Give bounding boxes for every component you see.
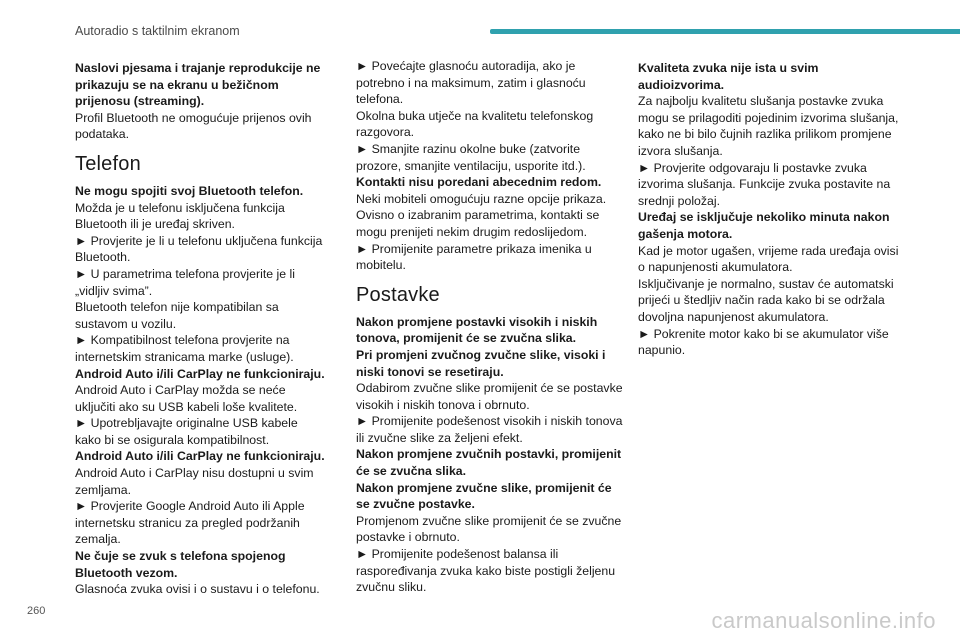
body-paragraph: Glasnoća zvuka ovisi i o sustavu i o telefonu. — [75, 582, 320, 597]
page-number: 260 — [27, 605, 46, 617]
body-paragraph: ► Promijenite parametre prikaza imenika u mobitelu. — [356, 241, 592, 273]
body-paragraph: Isključivanje je normalno, sustav će automatski prijeći u štedljiv način rada kako bi se održala dovoljna napunjenost akumulatora. — [638, 276, 894, 324]
issue-heading: Naslovi pjesama i trajanje reprodukcije ne prikazuju se na ekranu u bežičnom prijenosu (streaming). — [75, 61, 321, 109]
body-paragraph: Kad je motor ugašen, vrijeme rada uređaja ovisi o napunjenosti akumulatora. — [638, 243, 899, 275]
section-header-title: Autoradio s taktilnim ekranom — [75, 24, 240, 38]
body-paragraph: ► Promijenite podešenost visokih i niskih tonova ili zvučne slike za željeni efekt. — [356, 414, 623, 445]
text-column-2 — [356, 58, 624, 596]
body-paragraph: Za najbolju kvalitetu slušanja postavke zvuka mogu se prilagoditi pojedinim izvorima slušanja, kako ne bi bilo čujnih razlika prilikom promjene izvora slušanja. — [638, 94, 899, 158]
issue-heading: Pri promjeni zvučnog zvučne slike, visoki i niski tonovi se resetiraju. — [356, 347, 606, 379]
body-paragraph: Android Auto i CarPlay nisu dostupni u svim zemljama. — [75, 466, 314, 497]
body-paragraph: Android Auto i CarPlay možda se neće uključiti ako su USB kabeli loše kvalitete. — [75, 383, 298, 414]
issue-heading: Uređaj se isključuje nekoliko minuta nakon gašenja motora. — [638, 210, 890, 241]
body-paragraph: ► Promijenite podešenost balansa ili raspoređivanja zvuka kako biste postigli željenu zvučnu sliku. — [356, 547, 616, 595]
issue-heading: Android Auto i/ili CarPlay ne funkcioniraju. — [75, 449, 325, 464]
issue-heading: Android Auto i/ili CarPlay ne funkcioniraju. — [75, 366, 325, 381]
section-heading: Postavke — [356, 283, 440, 306]
watermark: carmanualsonline.info — [711, 608, 936, 633]
issue-heading: Nakon promjene zvučnih postavki, promijenit će se zvučna slika. — [356, 447, 622, 479]
issue-heading: Ne mogu spojiti svoj Bluetooth telefon. — [75, 183, 304, 198]
header-accent-bar — [490, 29, 960, 34]
body-paragraph: ► Provjerite odgovaraju li postavke zvuka izvorima slušanja. Funkcije zvuka postavite na srednji položaj. — [638, 160, 891, 208]
text-column-3 — [638, 60, 900, 359]
body-paragraph: ► Smanjite razinu okolne buke (zatvorite prozore, smanjite ventilaciju, usporite itd.). — [356, 141, 586, 173]
issue-heading: Nakon promjene zvučne slike, promijenit će se zvučne postavke. — [356, 480, 612, 512]
body-paragraph: Odabirom zvučne slike promijenit će se postavke visokih i niskih tonova i obrnuto. — [356, 381, 623, 412]
body-paragraph: ► Pokrenite motor kako bi se akumulator više napunio. — [638, 326, 889, 358]
body-paragraph: ► U parametrima telefona provjerite je li „vidljiv svima”. — [75, 266, 295, 298]
body-paragraph: ► Provjerite je li u telefonu uključena funkcija Bluetooth. — [75, 233, 323, 265]
body-paragraph: Bluetooth telefon nije kompatibilan sa sustavom u vozilu. — [75, 300, 279, 331]
issue-heading: Kvaliteta zvuka nije ista u svim audioizvorima. — [638, 61, 819, 92]
body-paragraph: Okolna buka utječe na kvalitetu telefonskog razgovora. — [356, 108, 594, 140]
body-paragraph: ► Kompatibilnost telefona provjerite na internetskim stranicama marke (usluge). — [75, 333, 294, 364]
text-column-1 — [75, 60, 325, 598]
body-paragraph: ► Upotrebljavajte originalne USB kabele kako bi se osigurala kompatibilnost. — [75, 416, 298, 447]
body-paragraph: Promjenom zvučne slike promijenit će se zvučne postavke i obrnuto. — [356, 513, 622, 545]
section-heading: Telefon — [75, 152, 141, 175]
body-paragraph: Neki mobiteli omogućuju razne opcije prikaza. Ovisno o izabranim parametrima, kontakti se mogu prenijeti nekim drugim redoslijedom. — [356, 191, 607, 239]
body-paragraph: Profil Bluetooth ne omogućuje prijenos ovih podataka. — [75, 110, 312, 142]
issue-heading: Ne čuje se zvuk s telefona spojenog Bluetooth vezom. — [75, 549, 286, 580]
body-paragraph: ► Povećajte glasnoću autoradija, ako je potrebno i na maksimum, zatim i glasnoću telefona. — [356, 59, 586, 107]
issue-heading: Nakon promjene postavki visokih i niskih tonova, promijenit će se zvučna slika. — [356, 314, 598, 346]
body-paragraph: Možda je u telefonu isključena funkcija Bluetooth ili je uređaj skriven. — [75, 200, 285, 232]
body-paragraph: ► Provjerite Google Android Auto ili Apple internetsku stranicu za pregled podržanih zemalja. — [75, 499, 305, 547]
issue-heading: Kontakti nisu poredani abecednim redom. — [356, 175, 602, 190]
